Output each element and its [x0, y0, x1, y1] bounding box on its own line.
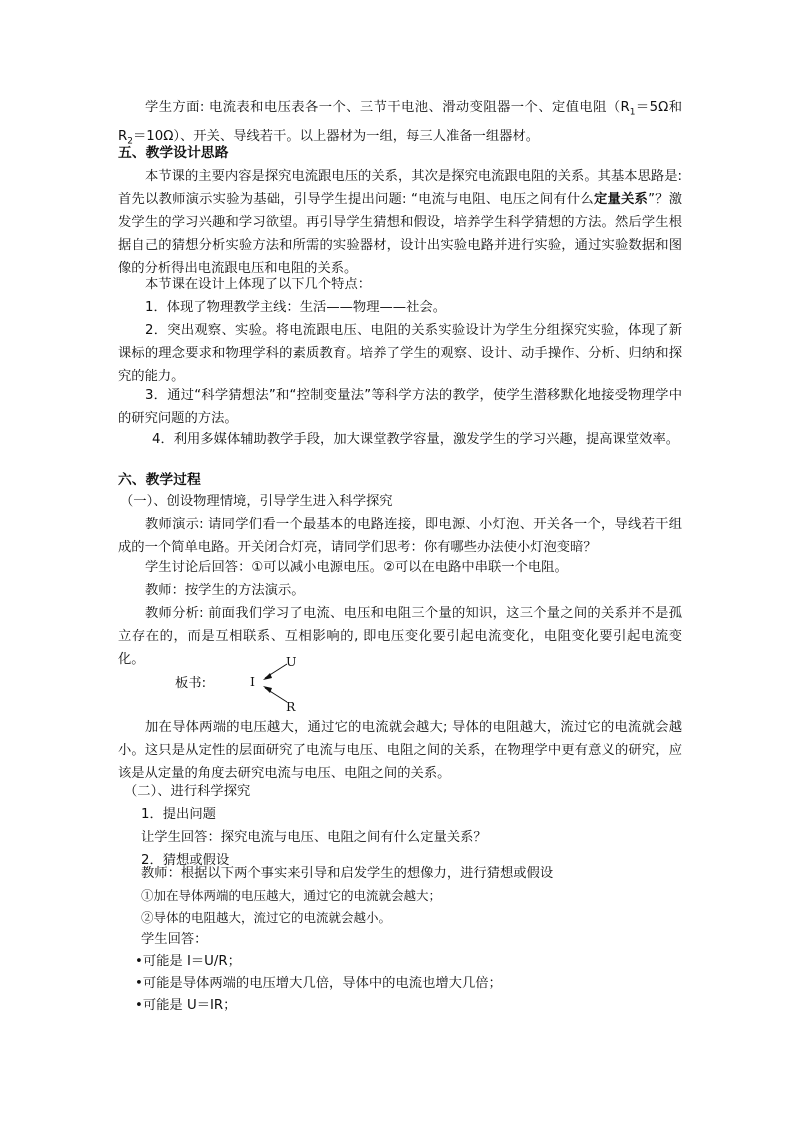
student-answer-label: 学生回答： — [141, 932, 208, 947]
diagram-voltage-u: U — [286, 654, 297, 669]
design-text-b: ”？激发学生的学习兴趣和学习欲望。再引导学生猜想和假设，培养学生科学猜想的方法。然后学生根据自己的猜想分析实验方法和所需的实验器材，设计出实验电路并进行实验，通过实验数据和图像的分析得出电流跟电压和电阻的关系。 — [118, 192, 683, 276]
board-diagram — [175, 656, 315, 716]
design-text-bold: 定量关系 — [593, 192, 649, 207]
features-intro: 本节课在设计上体现了以下几个特点： — [145, 277, 372, 292]
teacher-analysis: 教师分析: 前面我们学习了电流、电压和电阻三个量的知识，这三个量之间的关系并不是孤立存在的，而是互相联系、互相影响的, 即电压变化要引起电流变化，电阻变化要引起电流变化。 — [118, 606, 682, 667]
board-label: 板书: — [175, 676, 207, 691]
answer-bullet-2: •可能是导体两端的电压增大几倍，导体中的电流也增大几倍； — [135, 976, 502, 991]
step-1-question: 让学生回答：探究电流与电压、电阻之间有什么定量关系？ — [141, 830, 487, 845]
step-1-title: 1．提出问题 — [141, 807, 216, 822]
teacher-demo-paragraph: 教师演示: 请同学们看一个最基本的电路连接，即电源、小灯泡、开关各一个，导线若干组成的一个简单电路。开关闭合灯亮，请同学们思考：你有哪些办法使小灯泡变暗？ — [118, 517, 682, 555]
section-5-heading: 五、教学设计思路 — [118, 145, 229, 161]
design-text-a: 本节课的主要内容是探究电流跟电压的关系，其次是探究电流跟电阻的关系。其基本思路是: 首先以教师演示实验为基础，引导学生提出问题: “电流与电阻、电压之间有什么 — [118, 169, 682, 207]
subscript-1: 1 — [629, 107, 636, 118]
diagram-current-i: I — [250, 674, 255, 689]
equipment-text-c: ＝10Ω）、开关、导线若干。以上器材为一组，每三人准备一组器材。 — [132, 128, 540, 144]
subscript-2: 2 — [127, 136, 133, 147]
fact-2: ②导体的电阻越大，流过它的电流就会越小。 — [141, 910, 392, 925]
equipment-text-b: ＝5Ω和 R — [118, 100, 682, 144]
feature-item-2: 2．突出观察、实验。将电流跟电压、电阻的关系实验设计为学生分组探究实验，体现了新课标的理念要求和物理学科的素质教育。培养了学生的观察、设计、动手操作、分析、归纳和探究的能力。 — [118, 323, 682, 384]
student-discussion: 学生讨论后回答：①可以减小电源电压。②可以在电路中串联一个电阻。 — [145, 560, 568, 575]
step-2-title: 2．猜想或假设 — [141, 853, 230, 868]
diagram-arrows — [175, 656, 315, 716]
diagram-resistance-r: R — [286, 699, 296, 714]
subsection-2-title: （二）、进行科学探究 — [124, 784, 251, 799]
teacher-method: 教师：按学生的方法演示。 — [145, 583, 305, 598]
feature-item-4: 4．利用多媒体辅助教学手段，加大课堂教学容量，激发学生的学习兴趣，提高课堂效率。 — [152, 432, 680, 447]
section-6-heading: 六、教学过程 — [118, 472, 201, 488]
answer-bullet-3: •可能是 U＝IR； — [135, 998, 237, 1013]
feature-item-1: 1．体现了物理教学主线：生活——物理——社会。 — [145, 300, 446, 315]
fact-1: ①加在导体两端的电压越大，通过它的电流就会越大； — [141, 888, 442, 903]
analysis-paragraph-2: 加在导体两端的电压越大，通过它的电流就会越大; 导体的电阻越大，流过它的电流就会越小。这只是从定性的层面研究了电流与电压、电阻之间的关系，在物理学中更有意义的研究，应该是从定量的角度去研究电流与电压、电阻之间的关系。 — [118, 720, 682, 781]
design-paragraph — [118, 165, 682, 280]
step-2-text: 教师：根据以下两个事实来引导和启发学生的想像力，进行猜想或假设 — [141, 866, 554, 881]
equipment-text-a: 学生方面: 电流表和电压表各一个、三节干电池、滑动变阻器一个、定值电阻（R — [145, 100, 630, 115]
subsection-1-title: （一）、创设物理情境，引导学生进入科学探究 — [120, 494, 393, 509]
answer-bullet-1: •可能是 I＝U/R； — [135, 954, 241, 969]
feature-item-3: 3．通过“科学猜想法”和“控制变量法”等科学方法的教学，使学生潜移默化地接受物理学中的研究问题的方法。 — [118, 388, 682, 426]
